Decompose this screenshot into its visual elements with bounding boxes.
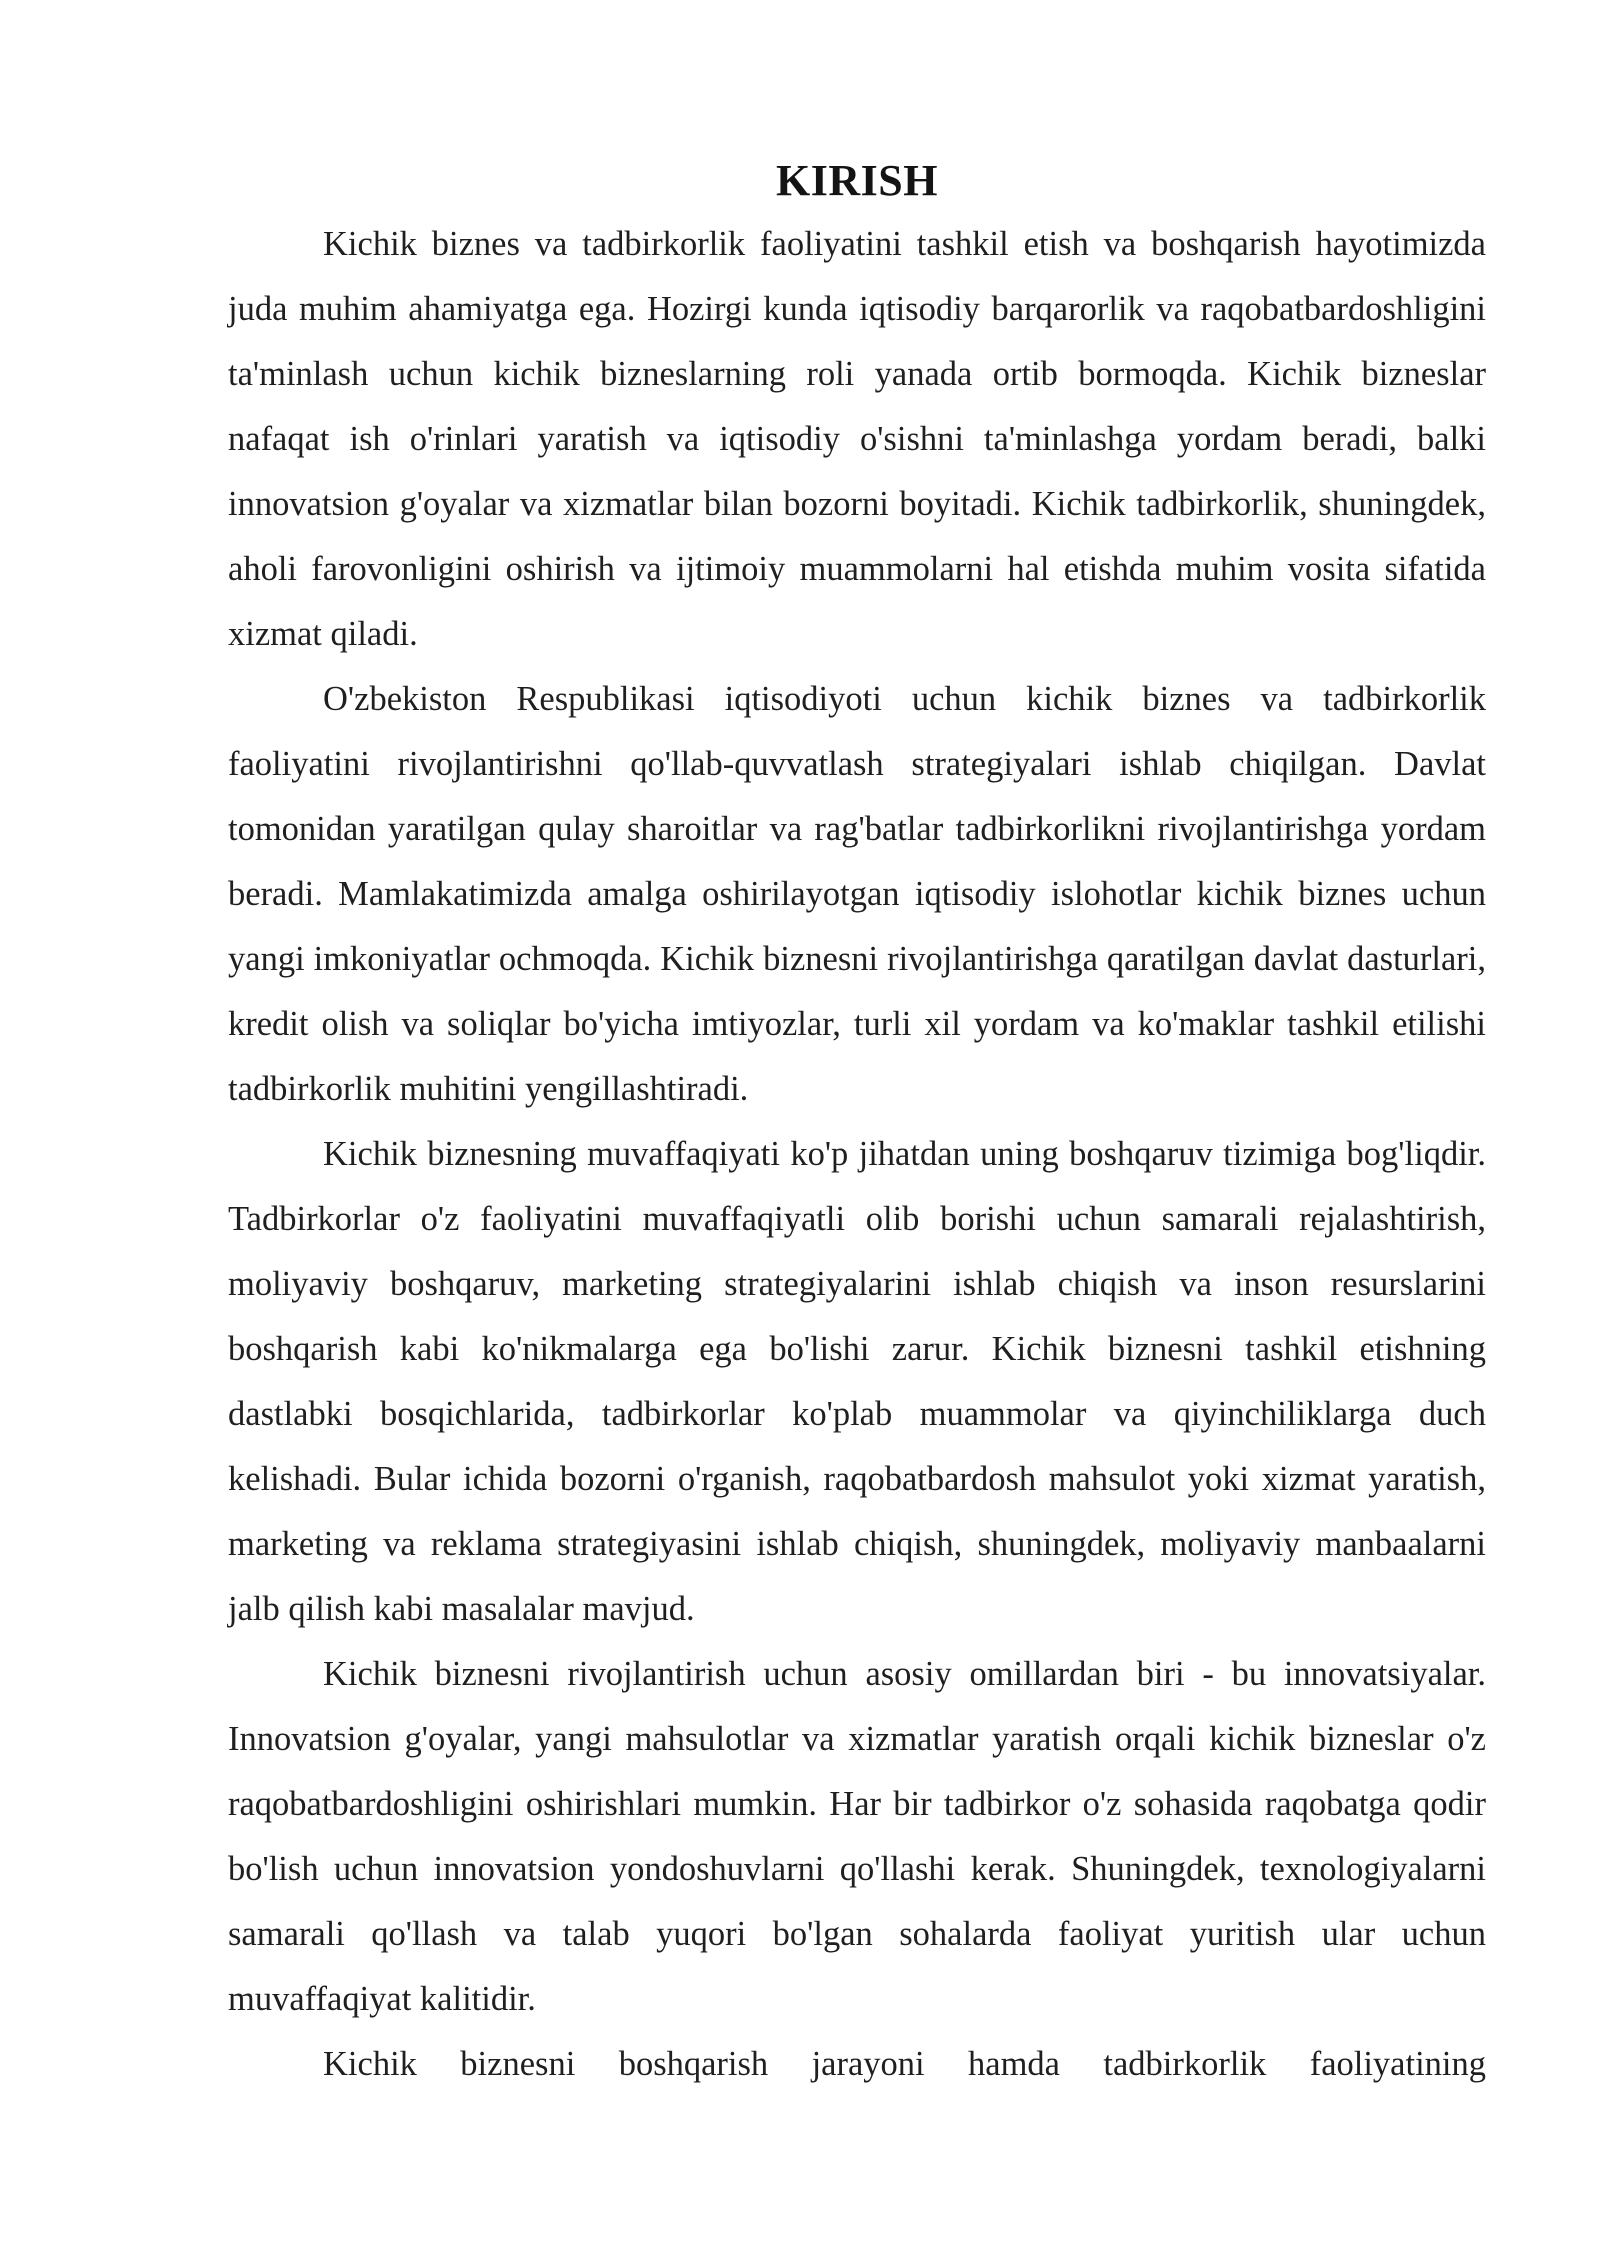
paragraph-4: Kichik biznesni rivojlantirish uchun asosiy omillardan biri - bu innovatsiyalar. Innovatsion g'oyalar, yangi mahsulotlar va xizmatlar yaratish orqali kichik bizneslar o'z raqobatbardoshligini oshirishlari mumkin. Har bir tadbirkor o'z sohasida raqobatga qodir bo'lish uchun innovatsion yondoshuvlarni qo'llashi kerak. Shuningdek, texnologiyalarni samarali qo'llash va talab yuqori bo'lgan sohalarda faoliyat yuritish ular uchun muvaffaqiyat kalitidir. [228,1655,1486,2018]
paragraph-1: Kichik biznes va tadbirkorlik faoliyatini tashkil etish va boshqarish hayotimizda juda muhim ahamiyatga ega. Hozirgi kunda iqtisodiy barqarorlik va raqobatbardoshligini ta'minlash uchun kichik bizneslarning roli yanada ortib bormoqda. Kichik bizneslar nafaqat ish o'rinlari yaratish va iqtisodiy o'sishni ta'minlashga yordam beradi, balki innovatsion g'oyalar va xizmatlar bilan bozorni boyitadi. Kichik tadbirkorlik, shuningdek, aholi farovonligini oshirish va ijtimoiy muammolarni hal etishda muhim vosita sifatida xizmat qiladi. [228,225,1486,653]
paragraph-3: Kichik biznesning muvaffaqiyati ko'p jihatdan uning boshqaruv tizimiga bog'liqdir. Tadbirkorlar o'z faoliyatini muvaffaqiyatli olib borishi uchun samarali rejalashtirish, moliyaviy boshqaruv, marketing strategiyalarini ishlab chiqish va inson resurslarini boshqarish kabi ko'nikmalarga ega bo'lishi zarur. Kichik biznesni tashkil etishning dastlabki bosqichlarida, tadbirkorlar ko'plab muammolar va qiyinchiliklarga duch kelishadi. Bular ichida bozorni o'rganish, raqobatbardosh mahsulot yoki xizmat yaratish, marketing va reklama strategiyasini ishlab chiqish, shuningdek, moliyaviy manbaalarni jalb qilish kabi masalalar mavjud. [228,1135,1486,1628]
document-title: KIRISH [776,156,938,205]
paragraph-5: Kichik biznesni boshqarish jarayoni hamda tadbirkorlik faoliyatining [323,2045,1486,2083]
paragraph-2: O'zbekiston Respublikasi iqtisodiyoti uchun kichik biznes va tadbirkorlik faoliyatini rivojlantirishni qo'llab-quvvatlash strategiyalari ishlab chiqilgan. Davlat tomonidan yaratilgan qulay sharoitlar va rag'batlar tadbirkorlikni rivojlantirishga yordam beradi. Mamlakatimizda amalga oshirilayotgan iqtisodiy islohotlar kichik biznes uchun yangi imkoniyatlar ochmoqda. Kichik biznesni rivojlantirishga qaratilgan davlat dasturlari, kredit olish va soliqlar bo'yicha imtiyozlar, turli xil yordam va ko'maklar tashkil etilishi tadbirkorlik muhitini yengillashtiradi. [228,680,1486,1108]
